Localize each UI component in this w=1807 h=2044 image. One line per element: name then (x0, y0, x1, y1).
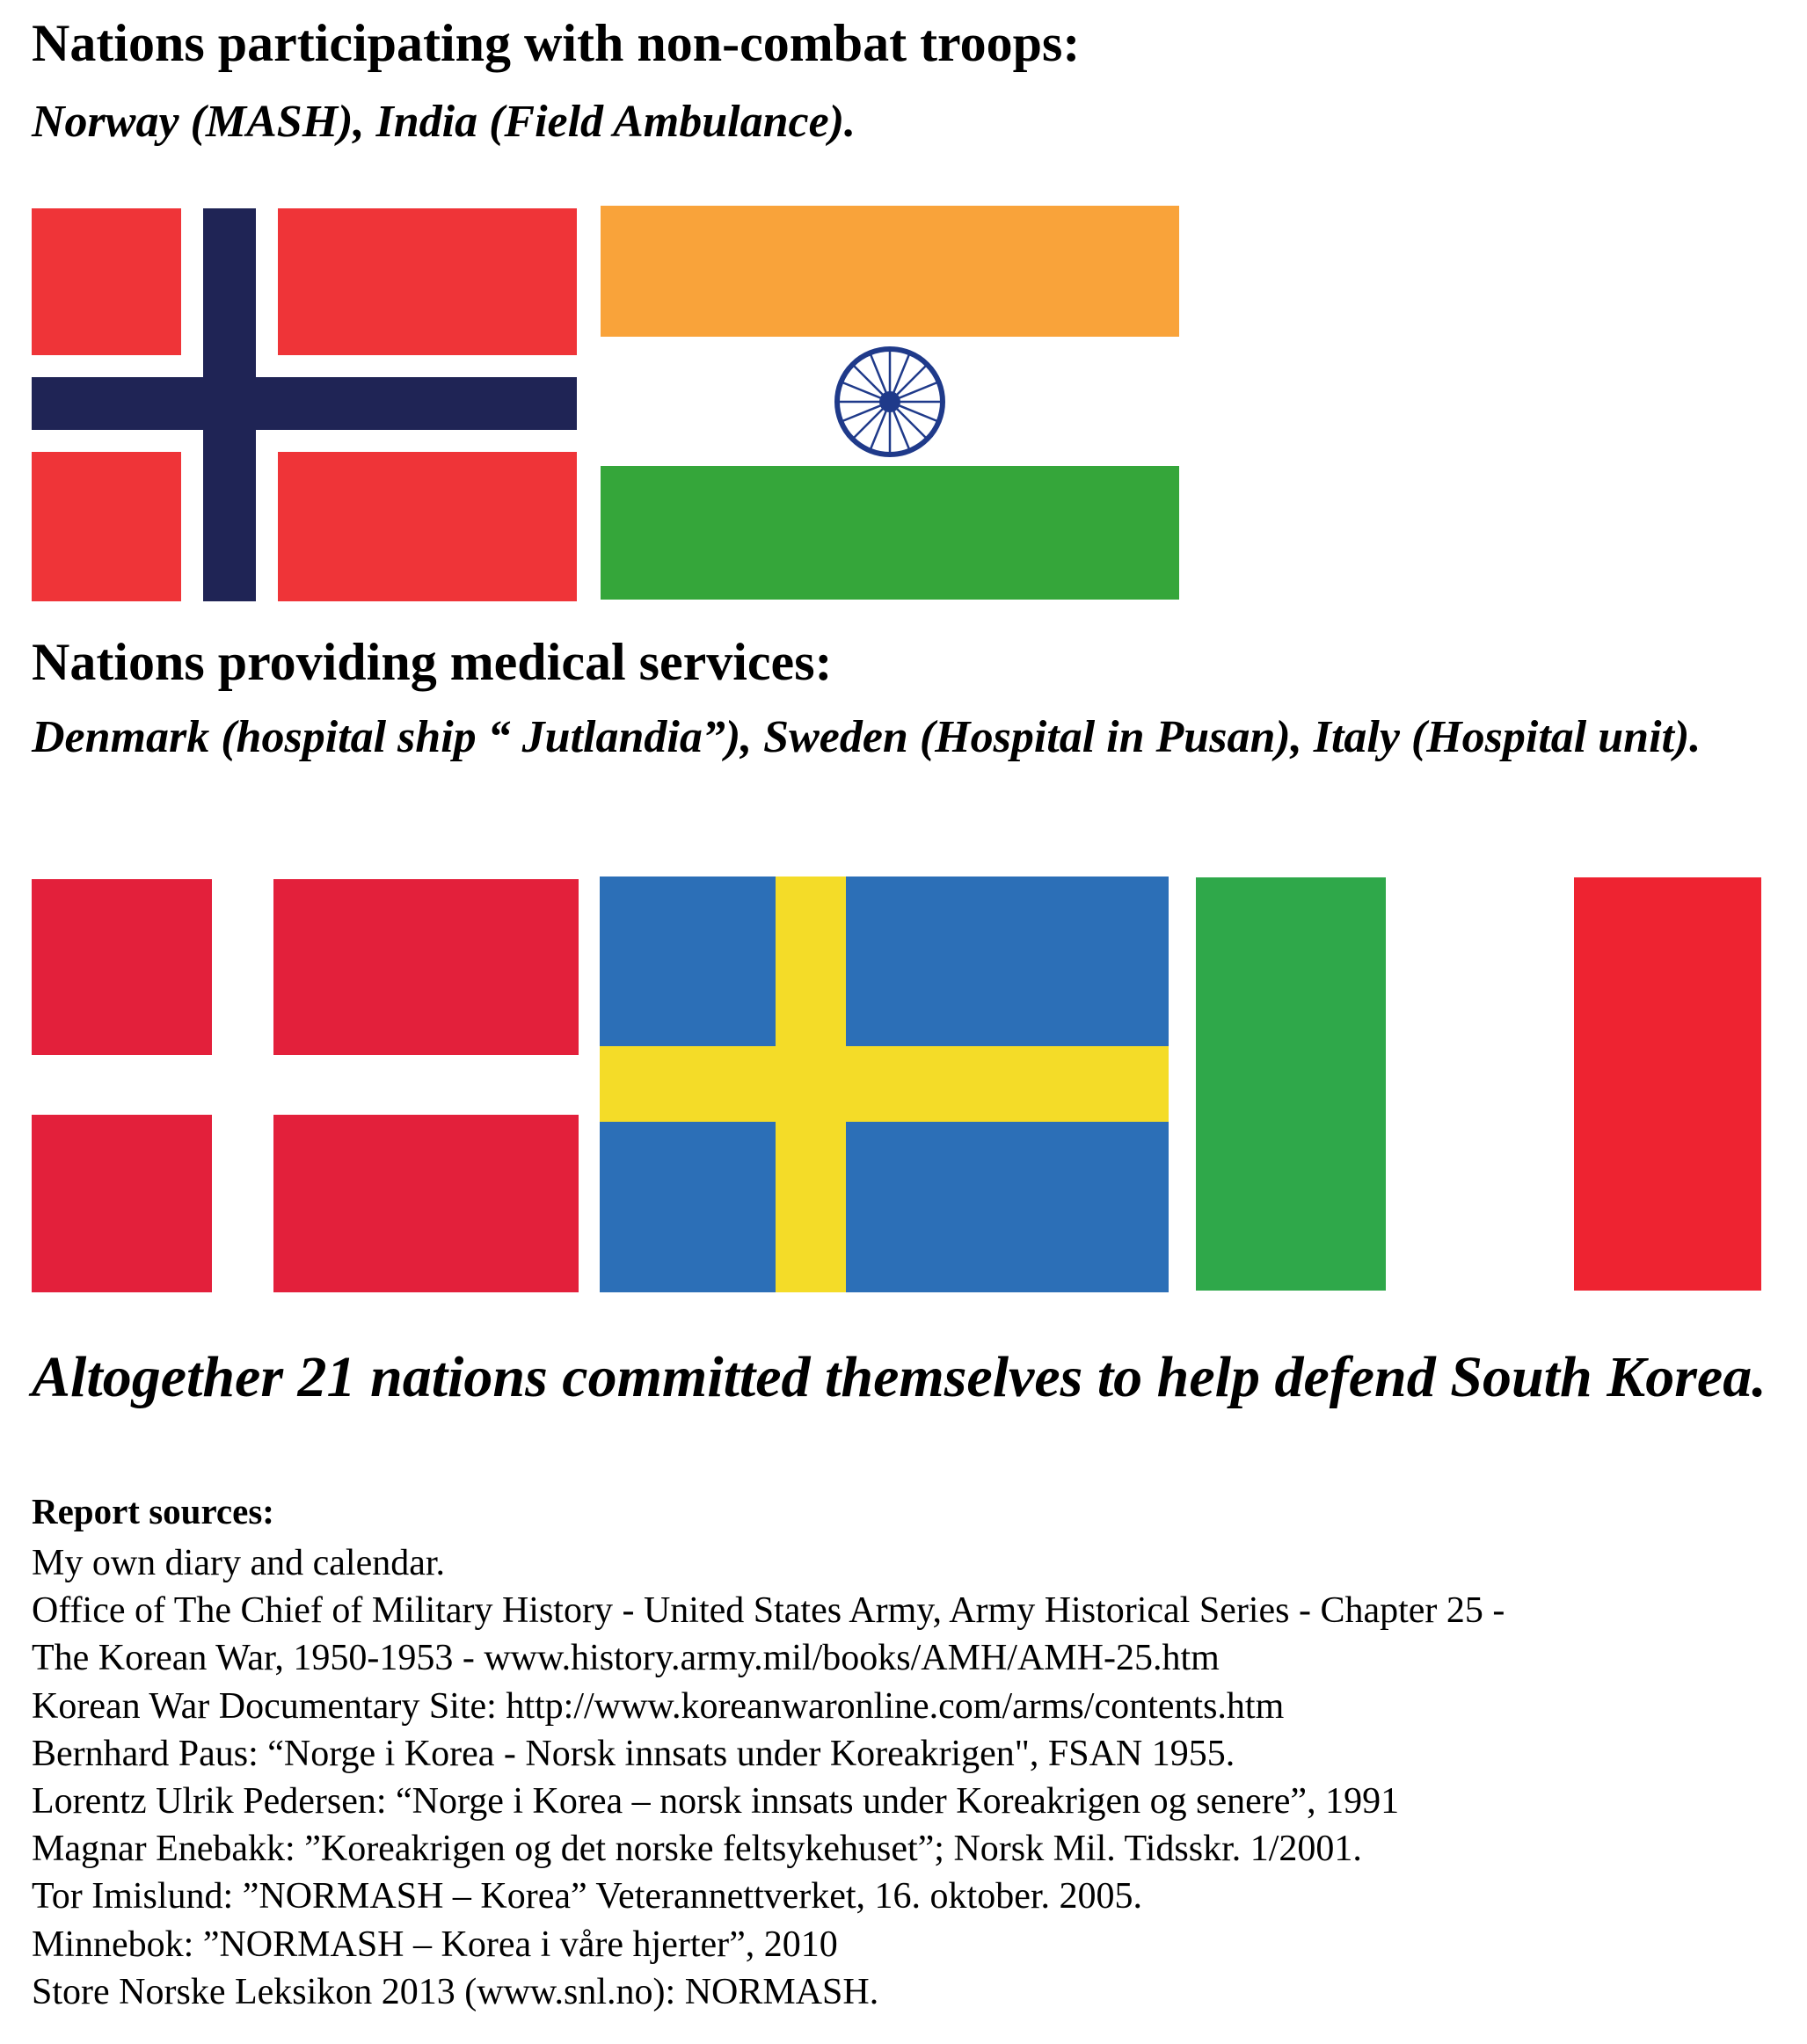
norway-flag (32, 208, 577, 601)
ashoka-chakra-icon (832, 344, 948, 460)
denmark-flag (32, 879, 579, 1292)
summary-statement: Altogether 21 nations committed themselves to help defend South Korea. (32, 1345, 1767, 1409)
sweden-flag (600, 877, 1169, 1292)
sources-title: Report sources: (32, 1491, 274, 1531)
source-line: The Korean War, 1950-1953 - www.history.army.mil/books/AMH/AMH-25.htm (32, 1638, 1220, 1679)
source-line: Tor Imislund: ”NORMASH – Korea” Veterannettverket, 16. oktober. 2005. (32, 1876, 1143, 1917)
italy-flag (1196, 877, 1761, 1291)
source-line: Magnar Enebakk: ”Koreakrigen og det norske feltsykehuset”; Norsk Mil. Tidsskr. 1/2001. (32, 1829, 1362, 1870)
source-line: Lorentz Ulrik Pedersen: “Norge i Korea – norsk innsats under Koreakrigen og senere”, 1991 (32, 1781, 1400, 1822)
sources-list (32, 1539, 1505, 2016)
heading-medical: Nations providing medical services: (32, 633, 833, 691)
subtitle-medical: Denmark (hospital ship “ Jutlandia”), Sweden (Hospital in Pusan), Italy (Hospital unit). (32, 712, 1701, 762)
source-line: Minnebok: ”NORMASH – Korea i våre hjerter”, 2010 (32, 1924, 838, 1965)
source-line: Korean War Documentary Site: http://www.koreanwaronline.com/arms/contents.htm (32, 1685, 1285, 1727)
source-line: Store Norske Leksikon 2013 (www.snl.no): NORMASH. (32, 1971, 879, 2012)
india-flag (601, 206, 1179, 600)
heading-non-combat: Nations participating with non-combat troops: (32, 14, 1081, 72)
source-line: My own diary and calendar. (32, 1543, 446, 1583)
source-line: Office of The Chief of Military History - United States Army, Army Historical Series - Chapter 25 - (32, 1590, 1505, 1632)
source-line: Bernhard Paus: “Norge i Korea - Norsk innsats under Koreakrigen", FSAN 1955. (32, 1733, 1235, 1774)
subtitle-non-combat: Norway (MASH), India (Field Ambulance). (32, 97, 856, 147)
